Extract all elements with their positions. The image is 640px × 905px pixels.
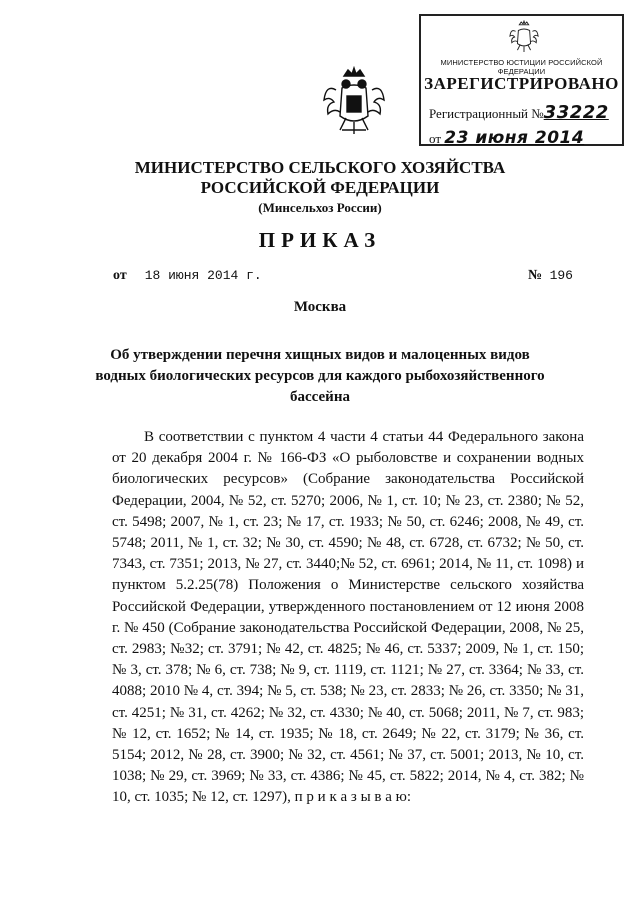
number-label: № xyxy=(528,268,543,283)
order-date xyxy=(113,268,262,284)
stamp-reg-number: 33222 xyxy=(543,102,609,123)
ministry-short: (Минсельхоз России) xyxy=(258,200,382,215)
stamp-coat-of-arms-icon xyxy=(509,20,539,54)
stamp-date-label: от xyxy=(429,131,442,146)
document-type: ПРИКАЗ xyxy=(258,228,382,252)
order-number xyxy=(528,268,573,284)
date-label: от xyxy=(113,268,127,283)
stamp-date-value: 23 июня 2014 xyxy=(444,128,585,148)
number-value: 196 xyxy=(549,268,573,283)
ministry-header xyxy=(0,158,640,218)
coat-of-arms-icon xyxy=(322,66,386,138)
stamp-ministry: МИНИСТЕРСТВО ЮСТИЦИИ РОССИЙСКОЙ ФЕДЕРАЦИИ xyxy=(440,58,603,76)
ministry-line1: МИНИСТЕРСТВО СЕЛЬСКОГО ХОЗЯЙСТВА xyxy=(134,158,506,177)
registration-stamp xyxy=(419,14,624,146)
stamp-reg-label: Регистрационный № xyxy=(429,106,544,121)
body-paragraph: В соответствии с пунктом 4 части 4 статьи 44 Федерального закона от 20 декабря 2004 г. № 166-ФЗ «О рыболовстве и сохранении водных биологических ресурсов» (Собрание законодательства Российской Федерации, 2004, № 52, ст. 5270; 2006, № 1, ст. 10; № 23, ст. 2380; № 52, ст. 5498; 2007, № 1, ст. 23; № 17, ст. 1933; № 50, ст. 6246; 2008, № 49, ст. 5748; 2011, № 1, ст. 32; № 30, ст. 4590; № 48, ст. 6728, ст. 6732; № 50, ст. 7343, ст. 7351; 2013, № 27, ст. 3440;№ 52, ст. 6961; 2014, № 11, ст. 1098) и пунктом 5.2.25(78) Положения о Министерстве сельского хозяйства Российской Федерации, утвержденного постановлением от 12 июня 2008 г. № 450 (Собрание законодательства Российской Федерации, 2008, № 25, ст. 2983; №32; ст. 3791; № 42, ст. 4825; № 46, ст. 5337; 2009, № 1, ст. 150; № 3, ст. 378; № 6, ст. 738; № 9, ст. 1119, ст. 1121; № 27, ст. 3364; № 33, ст. 4088; 2010 № 4, ст. 394; № 5, ст. 538; № 23, ст. 2833; № 26, ст. 3350; № 31, ст. 4251; № 31, ст. 4262; № 32, ст. 4330; № 40, ст. 5068; 2011, № 7, ст. 983; № 12, ст. 1652; № 14, ст. 1935; № 18, ст. 2649; № 22, ст. 3179; № 36, ст. 5154; 2012, № 28, ст. 3900; № 32, ст. 4561; № 37, ст. 5001; 2013, № 10, ст. 1038; № 29, ст. 3969; № 33, ст. 4386; № 45, ст. 5822; 2014, № 4, ст. 382; № 10, ст. 1035; № 12, ст. 1297), п р и к а з ы в а ю: xyxy=(112,429,584,806)
ministry-line2: РОССИЙСКОЙ ФЕДЕРАЦИИ xyxy=(200,178,440,197)
date-value: 18 июня 2014 г. xyxy=(144,268,262,283)
stamp-registered: ЗАРЕГИСТРИРОВАНО xyxy=(424,74,619,93)
stamp-date-line xyxy=(429,128,584,148)
city: Москва xyxy=(293,299,347,315)
stamp-reg-line xyxy=(429,102,609,123)
order-heading: Об утверждении перечня хищных видов и малоценных видов водных биологических ресурсов для каждого рыбохозяйственного бассейна xyxy=(95,347,545,405)
